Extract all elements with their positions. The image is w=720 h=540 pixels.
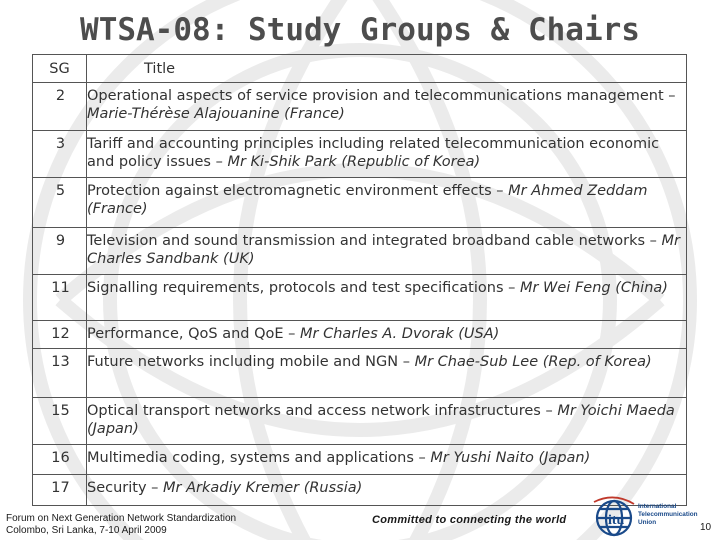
table-row <box>33 131 687 178</box>
sg-number-text: 3 <box>55 136 66 152</box>
sg-number-text: 11 <box>51 280 70 296</box>
table-row <box>33 349 687 398</box>
sg-chair: Mr Yoichi Maeda (Japan) <box>87 403 675 437</box>
table-row <box>33 83 687 131</box>
sg-number-text: 13 <box>51 354 70 370</box>
sg-chair: Mr Charles A. Dvorak (USA) <box>300 326 500 342</box>
sg-number <box>33 83 87 131</box>
event-location-date: Colombo, Sri Lanka, 7-10 April 2009 <box>6 525 167 536</box>
svg-text:itu: itu <box>608 513 625 528</box>
sg-title: Security – <box>87 480 159 496</box>
sg-title-cell <box>87 398 687 445</box>
sg-chair: Mr Ahmed Zeddam (France) <box>87 183 648 217</box>
sg-number-text: 9 <box>55 233 66 249</box>
sg-title: Tariff and accounting principles including related telecommunication economic and policy issues – <box>87 136 660 170</box>
sg-chair: Mr Charles Sandbank (UK) <box>87 233 680 267</box>
sg-number-text: 2 <box>55 88 66 104</box>
table-row <box>33 275 687 321</box>
study-groups-table <box>32 54 687 506</box>
sg-number <box>33 275 87 321</box>
sg-title: Optical transport networks and access network infrastructures – <box>87 403 553 419</box>
table-row <box>33 178 687 228</box>
sg-chair: Marie-Thérèse Alajouanine (France) <box>87 106 345 122</box>
event-info <box>6 513 236 537</box>
table-row <box>33 445 687 475</box>
sg-number-text: 5 <box>55 183 66 199</box>
sg-number <box>33 228 87 275</box>
sg-number-text: 12 <box>51 326 70 342</box>
sg-number-text: 17 <box>51 480 70 496</box>
sg-number <box>33 178 87 228</box>
sg-number <box>33 445 87 475</box>
sg-title: Signalling requirements, protocols and test specifications – <box>87 280 516 296</box>
sg-title-cell <box>87 131 687 178</box>
table-row <box>33 321 687 349</box>
table-row <box>33 228 687 275</box>
sg-title: Protection against electromagnetic environment effects – <box>87 183 504 199</box>
sg-title-cell <box>87 228 687 275</box>
sg-number-text: 16 <box>51 450 70 466</box>
sg-chair: Mr Ki-Shik Park (Republic of Korea) <box>227 154 481 170</box>
event-name: Forum on Next Generation Network Standardization <box>6 513 237 524</box>
sg-chair: Mr Wei Feng (China) <box>519 280 668 296</box>
page-number: 10 <box>700 522 712 533</box>
sg-title-cell <box>87 321 687 349</box>
sg-title-cell <box>87 445 687 475</box>
sg-title-cell <box>87 178 687 228</box>
header-title: Title <box>87 55 687 83</box>
sg-title-cell <box>87 275 687 321</box>
sg-title: Operational aspects of service provision and telecommunications management – <box>87 88 676 104</box>
sg-number <box>33 131 87 178</box>
itu-slogan: Committed to connecting the world <box>372 514 567 526</box>
sg-number <box>33 475 87 506</box>
sg-number <box>33 321 87 349</box>
sg-title-cell <box>87 349 687 398</box>
sg-number <box>33 398 87 445</box>
table-row <box>33 475 687 506</box>
table-row <box>33 398 687 445</box>
sg-number-text: 15 <box>51 403 70 419</box>
sg-number <box>33 349 87 398</box>
table-header-row <box>33 55 687 83</box>
sg-title: Television and sound transmission and integrated broadband cable networks – <box>87 233 657 249</box>
logo-line-1: International <box>638 503 677 510</box>
page-title: WTSA-08: Study Groups & Chairs <box>80 12 640 48</box>
sg-chair: Mr Chae-Sub Lee (Rep. of Korea) <box>414 354 652 370</box>
itu-logo-icon <box>592 494 702 538</box>
sg-chair: Mr Yushi Naito (Japan) <box>430 450 591 466</box>
sg-chair: Mr Arkadiy Kremer (Russia) <box>163 480 363 496</box>
logo-line-3: Union <box>638 519 657 526</box>
sg-title-cell <box>87 83 687 131</box>
sg-title: Future networks including mobile and NGN – <box>87 354 410 370</box>
sg-title: Performance, QoS and QoE – <box>87 326 296 342</box>
logo-line-2: Telecommunication <box>638 511 698 518</box>
sg-title: Multimedia coding, systems and applications – <box>87 450 426 466</box>
header-sg: SG <box>33 55 87 83</box>
